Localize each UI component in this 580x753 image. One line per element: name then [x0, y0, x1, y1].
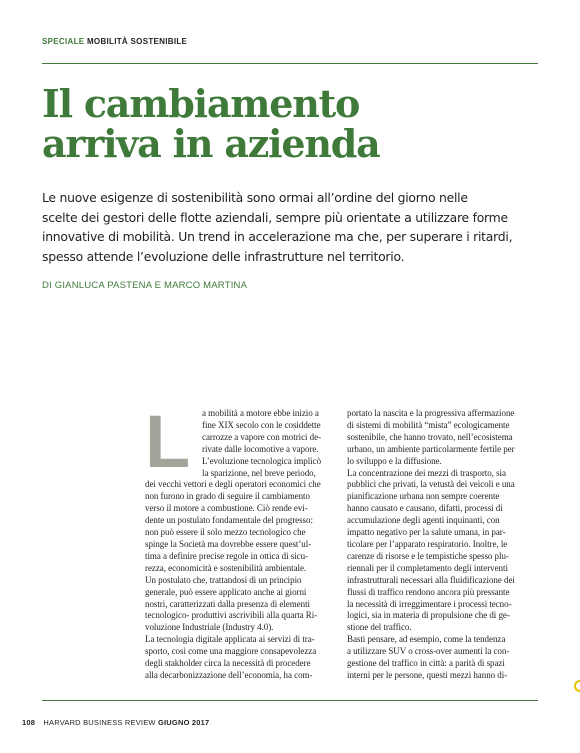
body-line: pubblici che privati, la vetustà dei veicoli e una	[347, 479, 515, 490]
body-line: Un postulato che, trattandosi di un principio	[145, 574, 302, 585]
body-line: La concentrazione dei mezzi di trasporto, sia	[347, 467, 506, 478]
body-line: tima a definire precise regole in ottica di sicu-	[145, 550, 308, 561]
body-line: la necessità di irreggimentare i processi tecno-	[347, 598, 512, 609]
body-line: sporto, così come una maggiore consapevolezza	[145, 646, 317, 657]
body-line: spinge la Società ma dovrebbe essere quest’ul-	[145, 538, 312, 549]
body-line: hanno causato e causano, difatti, processi di	[347, 503, 503, 514]
body-line: voluzione Industriale (Industry 4.0).	[145, 622, 274, 633]
body-line: sostenibile, che hanno trovato, nell’ecosistema	[347, 431, 513, 442]
deck-line: Le nuove esigenze di sostenibilità sono ormai all’ordine del giorno nelle	[42, 190, 468, 205]
body-line: accumulazione degli agenti inquinanti, con	[347, 515, 500, 526]
drop-cap: L	[145, 400, 191, 483]
page-edge-mark	[574, 680, 580, 692]
byline: DI GIANLUCA PASTENA E MARCO MARTINA	[42, 280, 248, 291]
deck-line: scelte dei gestori delle flotte aziendali, sempre più orientate a utilizzare forme	[42, 209, 508, 225]
body-line: fine XIX secolo con le cosiddette	[202, 419, 321, 430]
body-line: generale, può essere applicato anche ai giorni	[145, 586, 307, 597]
body-line: infrastrutturali necessari alla fluidificazione dei	[347, 574, 515, 585]
headline-line-2: arriva in azienda	[42, 121, 380, 166]
deck-line: spesso attende l’evoluzione delle infrastrutture nel territorio.	[42, 248, 405, 264]
body-line: dei vecchi vettori e degli operatori economici che	[145, 479, 321, 490]
body-line: Basti pensare, ad esempio, come la tendenza	[347, 634, 506, 645]
body-line: riennali per il completamento degli interventi	[347, 562, 508, 573]
body-line: rivate dalle locomotive a vapore.	[202, 443, 319, 454]
body-column-2	[347, 408, 546, 682]
body-line: alla decarbonizzazione dell’economia, ha com-	[145, 669, 313, 680]
body-line: urbano, un ambiente particolarmente fertile per	[347, 443, 515, 454]
body-line: la sparizione, nel breve periodo,	[202, 467, 316, 478]
body-line: a utilizzare SUV o cross-over aumenti la con-	[347, 646, 510, 657]
deck-line: innovative di mobilità. Un trend in accelerazione ma che, per superare i ritardi,	[42, 229, 513, 244]
body-line: carrozze a vapore con motrici de-	[202, 431, 322, 442]
body-line: rezza, economicità e sostenibilità ambientale.	[145, 562, 307, 573]
body-line: La tecnologia digitale applicata ai servizi di tra-	[145, 634, 315, 645]
issue-date: GIUGNO 2017	[157, 718, 210, 727]
body-line: degli stakholder circa la necessità di procedere	[145, 658, 311, 669]
section-label: SPECIALE	[42, 37, 85, 46]
publication-name: HARVARD BUSINESS REVIEW	[43, 718, 156, 727]
body-line: tecnologico- produttivi ascrivibili alla quarta Ri-	[145, 610, 318, 621]
page-footer	[22, 718, 209, 727]
body-line: dente un postulato fondamentale del progresso:	[145, 515, 313, 526]
headline-line-1: Il cambiamento	[42, 81, 360, 126]
body-line: di sistemi di mobilità “mista” ecologicamente	[347, 419, 510, 430]
body-line: L’evoluzione tecnologica implicò	[202, 455, 322, 466]
body-column-1	[145, 400, 344, 682]
section-kicker	[42, 37, 187, 46]
body-line: a mobilità a motore ebbe inizio a	[202, 408, 319, 418]
body-line: stione del traffico.	[347, 622, 412, 633]
body-line: verso il motore a combustione. Ciò rende evi-	[145, 503, 308, 514]
body-line: nostri, caratterizzati dalla presenza di elementi	[145, 598, 310, 609]
body-line: interni per le persone, questi mezzi hanno di-	[347, 669, 508, 680]
body-line: flussi di traffico rendono ancora più pressante	[347, 586, 510, 597]
body-line: impatto negativo per la salute umana, in par-	[347, 527, 506, 538]
body-line: non può essere il solo mezzo tecnologico che	[145, 527, 306, 538]
article-headline	[42, 81, 380, 166]
body-line: lo sviluppo e la diffusione.	[347, 455, 442, 466]
body-line: carenze di risorse e le tempistiche spesso plu-	[347, 550, 509, 561]
page-number: 108	[22, 718, 36, 727]
article-deck	[42, 188, 538, 266]
topic-label: MOBILITÀ SOSTENIBILE	[86, 37, 188, 46]
body-line: pianificazione urbana non sempre coerente	[347, 491, 500, 502]
body-line: gestione del traffico in città: a parità di spazi	[347, 658, 505, 669]
body-line: portato la nascita e la progressiva affermazione	[347, 408, 515, 418]
body-line: logici, sia in materia di propulsione che di ge-	[347, 610, 510, 621]
body-line: ticolare per l’apparato respiratorio. Inoltre, le	[347, 538, 508, 549]
top-divider	[42, 63, 538, 64]
bottom-divider	[42, 700, 538, 701]
body-line: non furono in grado di seguire il cambiamento	[145, 491, 310, 502]
